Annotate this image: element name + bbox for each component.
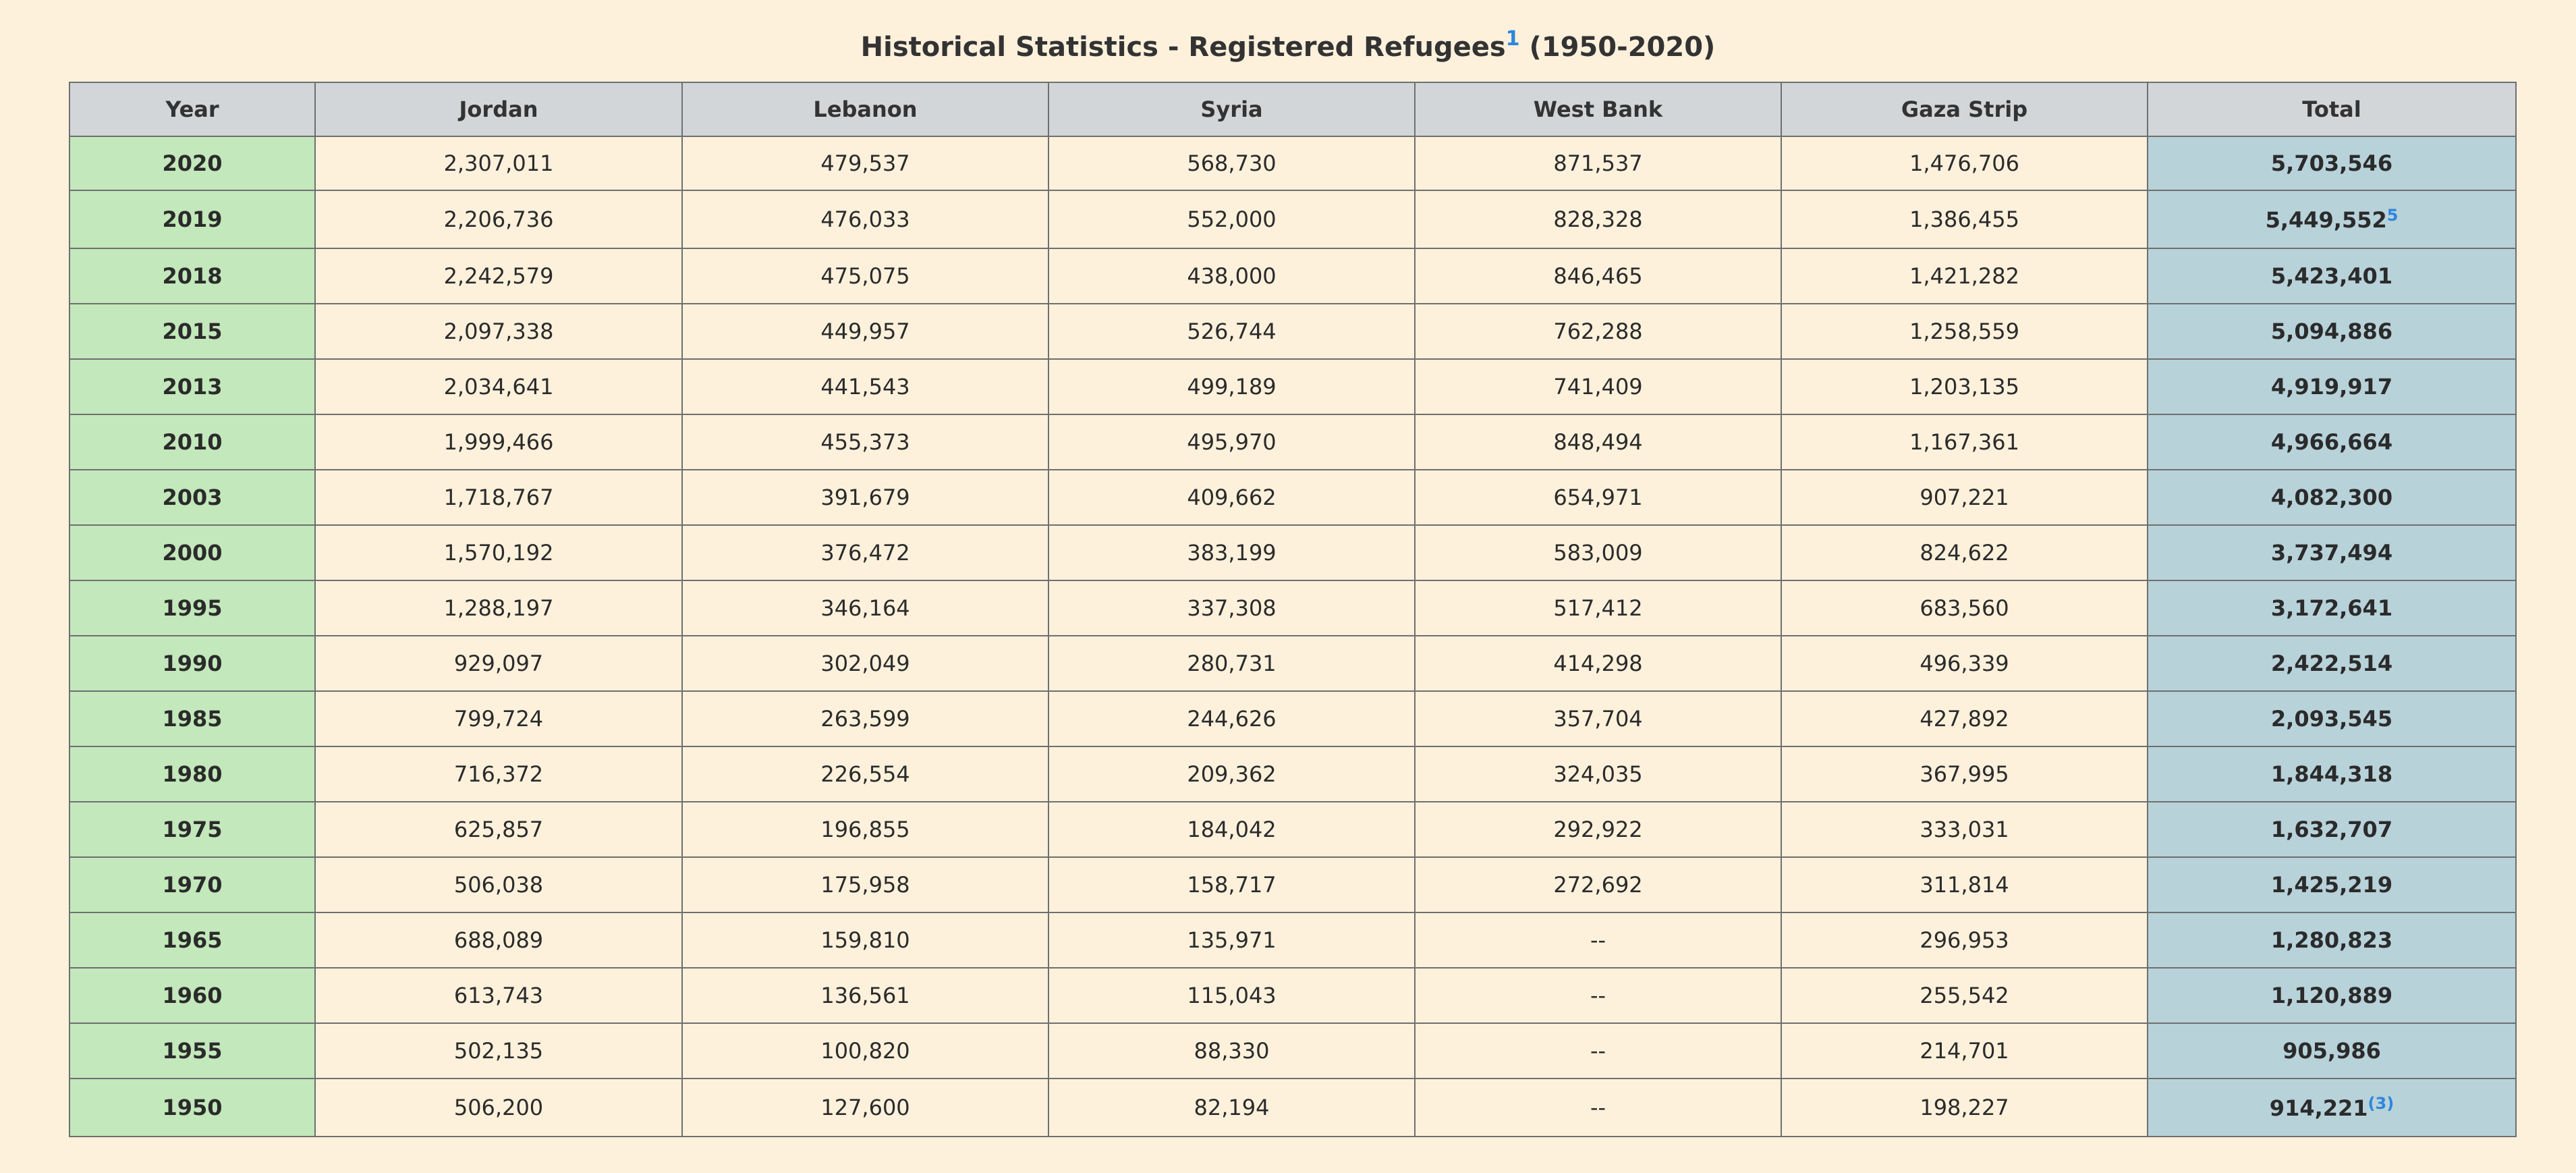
cell-west-bank-value: 741,409 xyxy=(1553,374,1643,400)
cell-jordan xyxy=(315,414,682,470)
cell-jordan xyxy=(315,857,682,912)
cell-lebanon xyxy=(682,470,1048,525)
cell-year xyxy=(69,1079,315,1137)
cell-total xyxy=(2148,136,2516,190)
cell-gaza-strip xyxy=(1781,304,2148,359)
cell-year xyxy=(69,912,315,968)
cell-gaza-strip xyxy=(1781,580,2148,636)
cell-west-bank-value: 828,328 xyxy=(1553,207,1643,232)
cell-total xyxy=(2148,636,2516,691)
cell-total-value: 2,093,545 xyxy=(2270,706,2393,732)
cell-syria xyxy=(1048,912,1415,968)
cell-syria-value: 438,000 xyxy=(1187,263,1277,289)
cell-syria-value: 280,731 xyxy=(1187,651,1277,676)
cell-west-bank-value: -- xyxy=(1590,1038,1606,1064)
table-row xyxy=(69,304,2516,359)
cell-syria-value: 209,362 xyxy=(1187,761,1277,787)
cell-year xyxy=(69,359,315,414)
cell-syria-value: 526,744 xyxy=(1187,319,1277,344)
cell-year-value: 1970 xyxy=(162,872,223,898)
table-row xyxy=(69,248,2516,304)
cell-gaza-strip-value: 198,227 xyxy=(1920,1095,2009,1120)
cell-total-value: 3,737,494 xyxy=(2270,540,2393,566)
cell-year-value: 1980 xyxy=(162,761,223,787)
cell-syria xyxy=(1048,636,1415,691)
header-row xyxy=(69,82,2516,136)
cell-west-bank xyxy=(1415,359,1781,414)
title-range: (1950-2020) xyxy=(1529,32,1716,63)
cell-syria xyxy=(1048,304,1415,359)
cell-west-bank-value: 272,692 xyxy=(1553,872,1643,898)
cell-jordan xyxy=(315,968,682,1023)
cell-total xyxy=(2148,968,2516,1023)
cell-jordan-value: 1,999,466 xyxy=(443,429,554,455)
cell-jordan xyxy=(315,802,682,857)
cell-jordan xyxy=(315,1079,682,1137)
cell-syria xyxy=(1048,190,1415,248)
cell-year-value: 2019 xyxy=(162,207,223,232)
cell-west-bank-value: 583,009 xyxy=(1553,540,1643,566)
cell-syria-value: 409,662 xyxy=(1187,485,1277,510)
cell-year xyxy=(69,746,315,802)
cell-gaza-strip-value: 496,339 xyxy=(1920,651,2009,676)
cell-total xyxy=(2148,857,2516,912)
cell-total-value: 1,632,707 xyxy=(2270,817,2393,842)
cell-gaza-strip xyxy=(1781,746,2148,802)
cell-west-bank xyxy=(1415,691,1781,746)
table-row xyxy=(69,470,2516,525)
cell-lebanon-value: 226,554 xyxy=(820,761,910,787)
cell-year-value: 1960 xyxy=(162,983,223,1008)
cell-lebanon-value: 476,033 xyxy=(820,207,910,232)
cell-syria-value: 184,042 xyxy=(1187,817,1277,842)
table-row xyxy=(69,912,2516,968)
cell-gaza-strip-value: 214,701 xyxy=(1920,1038,2009,1064)
header-jordan: Jordan xyxy=(315,82,682,136)
cell-year xyxy=(69,691,315,746)
cell-lebanon xyxy=(682,525,1048,580)
cell-gaza-strip xyxy=(1781,802,2148,857)
cell-gaza-strip-value: 1,167,361 xyxy=(1909,429,2019,455)
cell-total-value: 4,966,664 xyxy=(2270,429,2393,455)
cell-syria-value: 88,330 xyxy=(1194,1038,1270,1064)
cell-syria-value: 495,970 xyxy=(1187,429,1277,455)
cell-total xyxy=(2148,190,2516,248)
title-text: Historical Statistics - Registered Refugees xyxy=(860,32,1506,63)
cell-jordan-value: 2,206,736 xyxy=(443,207,554,232)
cell-west-bank xyxy=(1415,414,1781,470)
cell-year-value: 2015 xyxy=(162,319,223,344)
table-row xyxy=(69,414,2516,470)
cell-gaza-strip xyxy=(1781,359,2148,414)
cell-year-value: 1975 xyxy=(162,817,223,842)
cell-lebanon xyxy=(682,359,1048,414)
cell-total xyxy=(2148,691,2516,746)
cell-total-value: 905,986 xyxy=(2283,1038,2381,1064)
cell-gaza-strip xyxy=(1781,190,2148,248)
cell-total xyxy=(2148,1023,2516,1079)
cell-year xyxy=(69,470,315,525)
table-body xyxy=(69,136,2516,1137)
cell-jordan-value: 1,288,197 xyxy=(443,595,554,621)
cell-jordan xyxy=(315,580,682,636)
cell-year xyxy=(69,136,315,190)
cell-syria-value: 499,189 xyxy=(1187,374,1277,400)
cell-total-value: 1,844,318 xyxy=(2270,761,2393,787)
cell-west-bank xyxy=(1415,912,1781,968)
cell-west-bank-value: -- xyxy=(1590,927,1606,953)
cell-total-value: 5,423,401 xyxy=(2270,263,2393,289)
cell-jordan xyxy=(315,525,682,580)
cell-lebanon xyxy=(682,1079,1048,1137)
cell-gaza-strip-value: 311,814 xyxy=(1920,872,2009,898)
cell-year-value: 1950 xyxy=(162,1095,223,1120)
cell-west-bank xyxy=(1415,746,1781,802)
cell-gaza-strip xyxy=(1781,470,2148,525)
cell-lebanon xyxy=(682,248,1048,304)
cell-gaza-strip-value: 427,892 xyxy=(1920,706,2009,732)
cell-lebanon-value: 175,958 xyxy=(820,872,910,898)
cell-west-bank xyxy=(1415,802,1781,857)
cell-jordan xyxy=(315,746,682,802)
cell-total xyxy=(2148,359,2516,414)
cell-syria-value: 115,043 xyxy=(1187,983,1277,1008)
cell-west-bank-value: 357,704 xyxy=(1553,706,1643,732)
cell-west-bank-value: 414,298 xyxy=(1553,651,1643,676)
cell-year xyxy=(69,968,315,1023)
cell-syria-value: 244,626 xyxy=(1187,706,1277,732)
cell-lebanon xyxy=(682,968,1048,1023)
cell-total-value: 914,221 xyxy=(2269,1095,2368,1121)
page-title xyxy=(0,15,2576,72)
cell-jordan-value: 2,307,011 xyxy=(443,151,554,176)
cell-gaza-strip xyxy=(1781,136,2148,190)
cell-syria xyxy=(1048,691,1415,746)
cell-syria xyxy=(1048,1023,1415,1079)
cell-year-value: 2003 xyxy=(162,485,223,510)
cell-lebanon-value: 376,472 xyxy=(820,540,910,566)
cell-lebanon xyxy=(682,802,1048,857)
cell-west-bank-value: 871,537 xyxy=(1553,151,1643,176)
cell-year-value: 2010 xyxy=(162,429,223,455)
cell-lebanon-value: 479,537 xyxy=(820,151,910,176)
table-header xyxy=(69,82,2516,136)
cell-lebanon xyxy=(682,912,1048,968)
cell-year xyxy=(69,857,315,912)
cell-total-value: 1,425,219 xyxy=(2270,872,2393,898)
cell-lebanon-value: 449,957 xyxy=(820,319,910,344)
cell-west-bank xyxy=(1415,136,1781,190)
cell-west-bank-value: 654,971 xyxy=(1553,485,1643,510)
table-row xyxy=(69,968,2516,1023)
cell-jordan xyxy=(315,691,682,746)
cell-gaza-strip-value: 683,560 xyxy=(1920,595,2009,621)
cell-syria xyxy=(1048,470,1415,525)
cell-year-value: 1985 xyxy=(162,706,223,732)
cell-jordan-value: 502,135 xyxy=(453,1038,544,1064)
cell-lebanon xyxy=(682,580,1048,636)
cell-lebanon-value: 159,810 xyxy=(820,927,910,953)
table-row xyxy=(69,136,2516,190)
cell-jordan xyxy=(315,190,682,248)
cell-syria xyxy=(1048,525,1415,580)
cell-total-value: 1,280,823 xyxy=(2270,927,2393,953)
cell-gaza-strip-value: 296,953 xyxy=(1920,927,2009,953)
cell-west-bank xyxy=(1415,968,1781,1023)
cell-syria xyxy=(1048,746,1415,802)
cell-jordan-value: 1,718,767 xyxy=(443,485,554,510)
table-row xyxy=(69,580,2516,636)
cell-lebanon xyxy=(682,190,1048,248)
cell-year xyxy=(69,414,315,470)
cell-syria-value: 135,971 xyxy=(1187,927,1277,953)
cell-total xyxy=(2148,525,2516,580)
cell-total xyxy=(2148,470,2516,525)
cell-jordan xyxy=(315,136,682,190)
cell-gaza-strip-value: 907,221 xyxy=(1920,485,2009,510)
cell-west-bank-value: 292,922 xyxy=(1553,817,1643,842)
cell-lebanon xyxy=(682,304,1048,359)
cell-jordan-value: 2,242,579 xyxy=(443,263,554,289)
cell-jordan-value: 929,097 xyxy=(453,651,544,676)
cell-lebanon-value: 302,049 xyxy=(820,651,910,676)
table-row xyxy=(69,359,2516,414)
cell-year xyxy=(69,1023,315,1079)
cell-lebanon-value: 346,164 xyxy=(820,595,910,621)
cell-year-value: 2013 xyxy=(162,374,223,400)
cell-jordan-value: 2,097,338 xyxy=(443,319,554,344)
cell-gaza-strip xyxy=(1781,636,2148,691)
cell-lebanon-value: 263,599 xyxy=(820,706,910,732)
cell-gaza-strip-value: 1,258,559 xyxy=(1909,319,2019,344)
cell-lebanon-value: 441,543 xyxy=(820,374,910,400)
cell-west-bank-value: 848,494 xyxy=(1553,429,1643,455)
cell-west-bank xyxy=(1415,248,1781,304)
cell-syria-value: 568,730 xyxy=(1187,151,1277,176)
cell-total xyxy=(2148,912,2516,968)
cell-jordan xyxy=(315,359,682,414)
table-row xyxy=(69,802,2516,857)
cell-syria xyxy=(1048,802,1415,857)
cell-syria xyxy=(1048,248,1415,304)
header-lebanon: Lebanon xyxy=(682,82,1048,136)
cell-year xyxy=(69,802,315,857)
cell-gaza-strip xyxy=(1781,248,2148,304)
table-row xyxy=(69,691,2516,746)
cell-lebanon-value: 391,679 xyxy=(820,485,910,510)
cell-west-bank xyxy=(1415,1079,1781,1137)
cell-year xyxy=(69,525,315,580)
cell-year xyxy=(69,636,315,691)
cell-west-bank xyxy=(1415,580,1781,636)
cell-jordan xyxy=(315,1023,682,1079)
cell-west-bank-value: 846,465 xyxy=(1553,263,1643,289)
cell-year-value: 2018 xyxy=(162,263,223,289)
cell-lebanon xyxy=(682,414,1048,470)
cell-lebanon-value: 196,855 xyxy=(820,817,910,842)
cell-lebanon-value: 455,373 xyxy=(820,429,910,455)
cell-jordan xyxy=(315,248,682,304)
cell-west-bank xyxy=(1415,636,1781,691)
cell-total-value: 4,082,300 xyxy=(2270,485,2393,510)
cell-gaza-strip xyxy=(1781,414,2148,470)
cell-total xyxy=(2148,802,2516,857)
cell-total-value: 5,449,552 xyxy=(2265,207,2387,233)
header-year: Year xyxy=(69,82,315,136)
cell-total xyxy=(2148,304,2516,359)
cell-lebanon-value: 100,820 xyxy=(820,1038,910,1064)
cell-gaza-strip xyxy=(1781,968,2148,1023)
cell-lebanon xyxy=(682,746,1048,802)
cell-total xyxy=(2148,414,2516,470)
cell-lebanon xyxy=(682,691,1048,746)
cell-total xyxy=(2148,1079,2516,1137)
cell-year-value: 1965 xyxy=(162,927,223,953)
cell-year-value: 1995 xyxy=(162,595,223,621)
cell-year xyxy=(69,190,315,248)
cell-gaza-strip xyxy=(1781,912,2148,968)
cell-jordan-value: 716,372 xyxy=(453,761,544,787)
table-row xyxy=(69,1079,2516,1137)
cell-year xyxy=(69,304,315,359)
cell-jordan-value: 625,857 xyxy=(453,817,544,842)
cell-jordan-value: 2,034,641 xyxy=(443,374,554,400)
title-footnote-link[interactable]: 1 xyxy=(1505,27,1520,51)
cell-gaza-strip xyxy=(1781,1079,2148,1137)
cell-lebanon-value: 127,600 xyxy=(820,1095,910,1120)
cell-lebanon xyxy=(682,136,1048,190)
cell-west-bank-value: 517,412 xyxy=(1553,595,1643,621)
cell-west-bank xyxy=(1415,190,1781,248)
cell-gaza-strip xyxy=(1781,857,2148,912)
cell-gaza-strip-value: 1,476,706 xyxy=(1909,151,2019,176)
cell-total-value: 5,703,546 xyxy=(2270,151,2393,176)
cell-gaza-strip xyxy=(1781,525,2148,580)
cell-gaza-strip-value: 1,386,455 xyxy=(1909,207,2019,232)
cell-year-value: 1990 xyxy=(162,651,223,676)
cell-lebanon xyxy=(682,1023,1048,1079)
cell-total-value: 1,120,889 xyxy=(2270,983,2393,1008)
cell-west-bank xyxy=(1415,304,1781,359)
cell-syria xyxy=(1048,857,1415,912)
header-syria: Syria xyxy=(1048,82,1415,136)
cell-total-value: 2,422,514 xyxy=(2270,651,2393,676)
cell-jordan-value: 506,200 xyxy=(453,1095,544,1120)
cell-gaza-strip xyxy=(1781,1023,2148,1079)
cell-gaza-strip-value: 1,421,282 xyxy=(1909,263,2019,289)
table-row xyxy=(69,1023,2516,1079)
cell-jordan-value: 799,724 xyxy=(453,706,544,732)
header-total: Total xyxy=(2148,82,2516,136)
cell-syria xyxy=(1048,1079,1415,1137)
cell-total-value: 3,172,641 xyxy=(2270,595,2393,621)
header-gaza-strip: Gaza Strip xyxy=(1781,82,2148,136)
cell-lebanon xyxy=(682,636,1048,691)
cell-jordan-value: 1,570,192 xyxy=(443,540,554,566)
cell-jordan xyxy=(315,470,682,525)
cell-gaza-strip-value: 255,542 xyxy=(1920,983,2009,1008)
cell-total-value: 4,919,917 xyxy=(2270,374,2393,400)
header-west-bank: West Bank xyxy=(1415,82,1781,136)
cell-jordan xyxy=(315,912,682,968)
cell-jordan xyxy=(315,636,682,691)
cell-west-bank-value: -- xyxy=(1590,983,1606,1008)
cell-year xyxy=(69,248,315,304)
cell-syria xyxy=(1048,580,1415,636)
cell-lebanon-value: 136,561 xyxy=(820,983,910,1008)
table-row xyxy=(69,636,2516,691)
table-row xyxy=(69,190,2516,248)
cell-syria xyxy=(1048,359,1415,414)
cell-year xyxy=(69,580,315,636)
cell-total xyxy=(2148,248,2516,304)
cell-year-value: 2020 xyxy=(162,151,223,176)
footnote-link[interactable]: (3) xyxy=(2368,1094,2395,1113)
cell-lebanon xyxy=(682,857,1048,912)
cell-west-bank-value: 324,035 xyxy=(1553,761,1643,787)
cell-syria-value: 158,717 xyxy=(1187,872,1277,898)
cell-year-value: 1955 xyxy=(162,1038,223,1064)
cell-syria-value: 82,194 xyxy=(1194,1095,1270,1120)
footnote-link[interactable]: 5 xyxy=(2386,206,2399,225)
cell-jordan-value: 688,089 xyxy=(453,927,544,953)
cell-jordan xyxy=(315,304,682,359)
cell-syria xyxy=(1048,968,1415,1023)
cell-west-bank-value: 762,288 xyxy=(1553,319,1643,344)
cell-west-bank xyxy=(1415,525,1781,580)
cell-gaza-strip-value: 333,031 xyxy=(1920,817,2009,842)
cell-syria xyxy=(1048,414,1415,470)
cell-gaza-strip-value: 824,622 xyxy=(1920,540,2009,566)
cell-west-bank xyxy=(1415,857,1781,912)
cell-total xyxy=(2148,580,2516,636)
cell-syria xyxy=(1048,136,1415,190)
cell-syria-value: 552,000 xyxy=(1187,207,1277,232)
cell-gaza-strip-value: 367,995 xyxy=(1920,761,2009,787)
cell-west-bank xyxy=(1415,1023,1781,1079)
cell-lebanon-value: 475,075 xyxy=(820,263,910,289)
cell-year-value: 2000 xyxy=(162,540,223,566)
cell-west-bank xyxy=(1415,470,1781,525)
cell-syria-value: 383,199 xyxy=(1187,540,1277,566)
refugee-statistics-table xyxy=(69,82,2517,1137)
table-row xyxy=(69,857,2516,912)
table-row xyxy=(69,525,2516,580)
cell-syria-value: 337,308 xyxy=(1187,595,1277,621)
cell-gaza-strip xyxy=(1781,691,2148,746)
cell-total-value: 5,094,886 xyxy=(2270,319,2393,344)
cell-jordan-value: 613,743 xyxy=(453,983,544,1008)
cell-west-bank-value: -- xyxy=(1590,1095,1606,1120)
cell-gaza-strip-value: 1,203,135 xyxy=(1909,374,2019,400)
cell-jordan-value: 506,038 xyxy=(453,872,544,898)
cell-total xyxy=(2148,746,2516,802)
table-row xyxy=(69,746,2516,802)
